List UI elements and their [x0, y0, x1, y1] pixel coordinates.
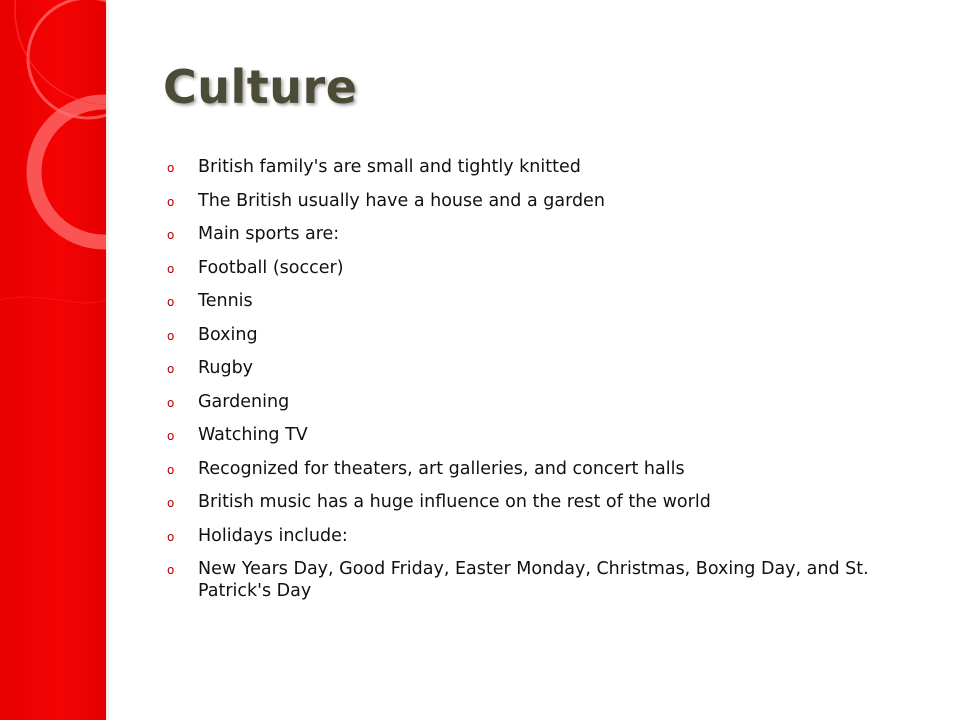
bullet-text: Rugby — [198, 358, 254, 378]
bullet-item — [163, 223, 933, 245]
bullet-text: British music has a huge influence on the rest of the world — [198, 492, 711, 512]
bullet-text: Main sports are: — [198, 224, 340, 244]
bullet-text: Watching TV — [198, 425, 308, 445]
bullet-item — [163, 391, 933, 413]
side-band-shadow — [106, 0, 110, 720]
bullet-marker: o — [167, 161, 175, 175]
bullet-marker: o — [167, 529, 175, 544]
bullet-item — [163, 156, 933, 178]
bullet-item — [163, 257, 933, 279]
bullet-marker: o — [167, 496, 175, 510]
bullet-item — [163, 324, 933, 346]
bullet-text: Gardening — [198, 391, 290, 412]
bullet-text: British family's are small and tightly knitted — [198, 157, 581, 177]
slide-title: Culture — [163, 60, 358, 114]
bullet-text: Holidays include: — [198, 525, 348, 546]
bullet-text: Tennis — [198, 291, 253, 311]
bullet-item — [163, 290, 933, 312]
bullet-marker: o — [167, 362, 175, 376]
bullet-text: New Years Day, Good Friday, Easter Monday, Christmas, Boxing Day, and St. Patrick's Day — [198, 559, 869, 601]
bullet-text: Football (soccer) — [198, 257, 344, 278]
bullet-item — [163, 491, 933, 513]
bullet-marker: o — [167, 462, 175, 477]
bullet-marker: o — [167, 429, 175, 443]
bullet-item — [163, 357, 933, 379]
bullet-text: Boxing — [198, 324, 258, 345]
bullet-text: Recognized for theaters, art galleries, and concert halls — [198, 458, 685, 479]
bullet-marker: o — [167, 563, 175, 577]
bullet-item — [163, 190, 933, 212]
bullet-marker: o — [167, 328, 175, 343]
bullet-marker: o — [167, 194, 175, 209]
bullet-list — [163, 156, 933, 614]
bullet-marker: o — [167, 228, 175, 242]
bullet-marker: o — [167, 261, 175, 276]
bullet-item — [163, 525, 933, 547]
bullet-marker: o — [167, 395, 175, 410]
bullet-marker: o — [167, 295, 175, 309]
decorative-circles — [0, 0, 106, 720]
bullet-item — [163, 424, 933, 446]
bullet-text: The British usually have a house and a garden — [198, 190, 605, 211]
bullet-item — [163, 458, 933, 480]
decorative-side-band — [0, 0, 106, 720]
bullet-item — [163, 558, 933, 602]
